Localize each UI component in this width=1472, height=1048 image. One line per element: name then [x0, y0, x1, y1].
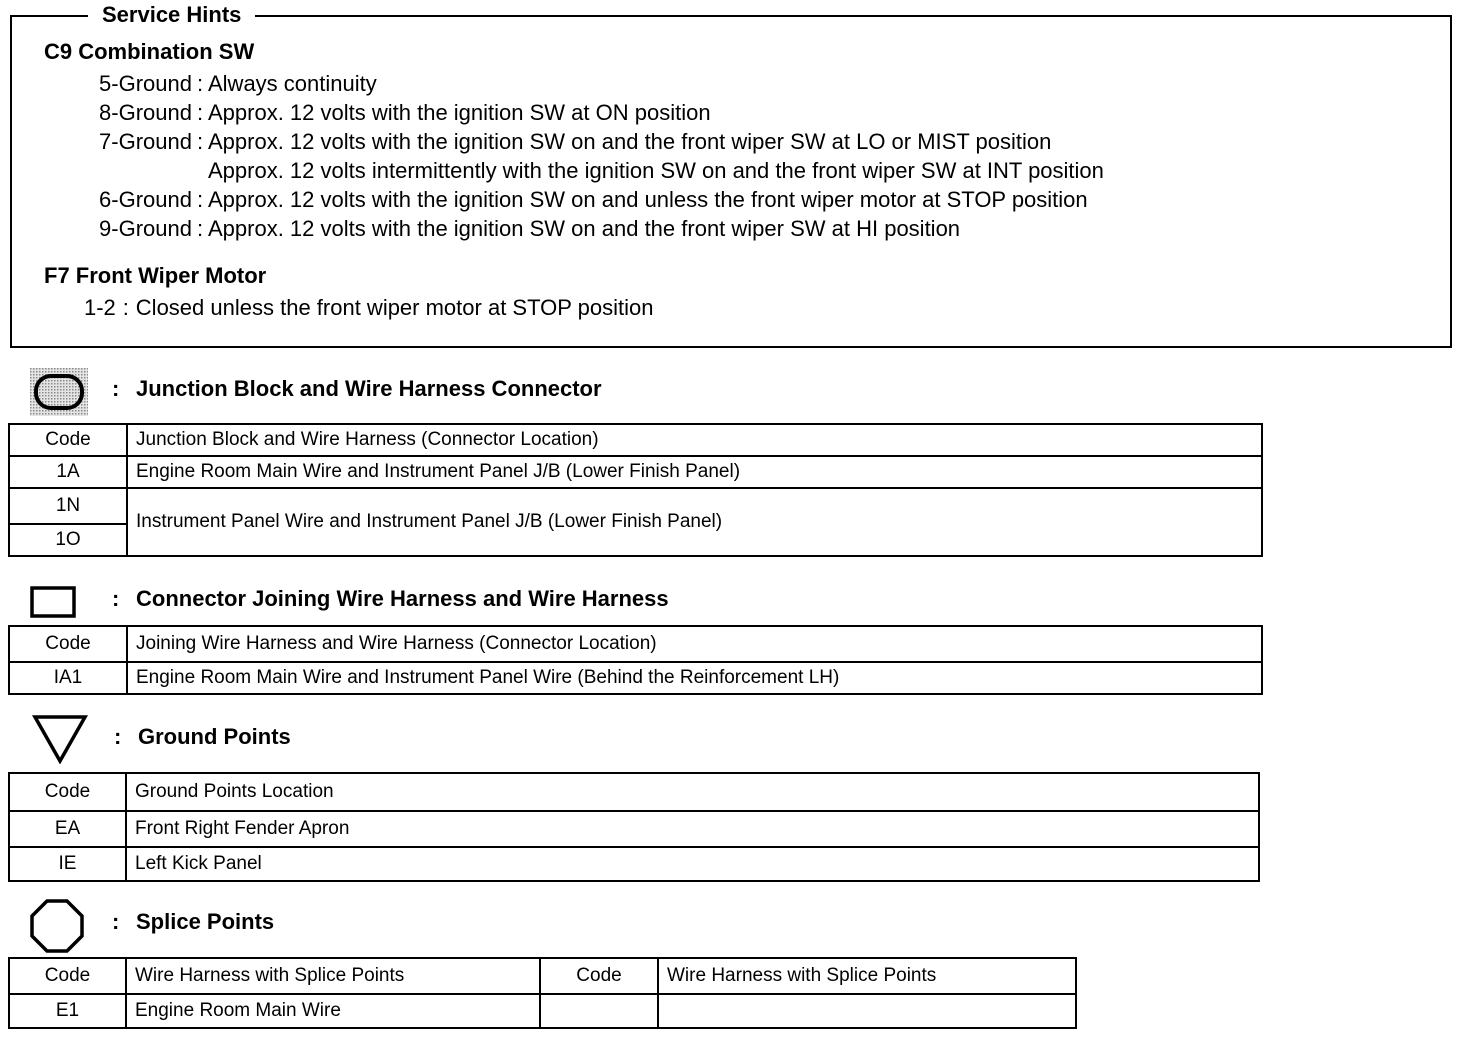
- row-code-2: [540, 994, 658, 1028]
- hint-sep: :: [196, 187, 204, 212]
- hint-line: [10, 187, 1104, 213]
- connector-joining-title: Connector Joining Wire Harness and Wire Harness: [136, 586, 669, 611]
- row-desc: Front Right Fender Apron: [126, 811, 1259, 847]
- table-row: [9, 456, 1262, 488]
- row-desc: Engine Room Main Wire: [126, 994, 540, 1028]
- connector-joining-table: [8, 625, 1263, 695]
- table-header-row: [9, 424, 1262, 456]
- row-desc-2: [658, 994, 1076, 1028]
- row-desc: Left Kick Panel: [126, 847, 1259, 881]
- hint-text: Approx. 12 volts with the ignition SW at ON position: [208, 100, 711, 125]
- header-location: Joining Wire Harness and Wire Harness (Connector Location): [127, 626, 1262, 662]
- table-row: [9, 488, 1262, 524]
- legend-colon: :: [114, 724, 122, 749]
- row-code: 1N: [9, 488, 127, 524]
- combination-sw-lines: [10, 71, 1104, 242]
- hint-label: 7-Ground: [99, 129, 192, 154]
- table-row: [9, 662, 1262, 694]
- hint-sep: :: [196, 216, 204, 241]
- row-desc: Engine Room Main Wire and Instrument Panel Wire (Behind the Reinforcement LH): [127, 662, 1262, 694]
- hint-line: [10, 216, 1104, 242]
- header-code-2: Code: [540, 958, 658, 994]
- row-desc: Instrument Panel Wire and Instrument Panel J/B (Lower Finish Panel): [127, 488, 1262, 556]
- hint-line: [10, 100, 1104, 126]
- junction-block-title: Junction Block and Wire Harness Connector: [136, 376, 602, 401]
- hint-text: Approx. 12 volts intermittently with the ignition SW on and the front wiper SW at INT position: [208, 158, 1104, 183]
- ground-points-title: Ground Points: [138, 724, 291, 749]
- splice-points-table: [8, 957, 1077, 1029]
- ground-triangle-icon: [32, 714, 88, 764]
- splice-points-title: Splice Points: [136, 909, 275, 934]
- row-desc: Engine Room Main Wire and Instrument Panel J/B (Lower Finish Panel): [127, 456, 1262, 488]
- hint-line: [10, 158, 1104, 184]
- header-location: Ground Points Location: [126, 773, 1259, 811]
- table-header-row: [9, 773, 1259, 811]
- table-row: [9, 994, 1076, 1028]
- legend-colon: :: [112, 909, 120, 934]
- section-heading-combination-sw: C9 Combination SW: [44, 39, 255, 64]
- splice-octagon-icon: [30, 899, 84, 953]
- row-code: 1A: [9, 456, 127, 488]
- hint-text: Closed unless the front wiper motor at STOP position: [135, 295, 654, 320]
- hint-text: Approx. 12 volts with the ignition SW on and the front wiper SW at LO or MIST position: [208, 129, 1052, 154]
- hint-label: 9-Ground: [99, 216, 192, 241]
- hint-text: Always continuity: [208, 71, 377, 96]
- header-splice-2: Wire Harness with Splice Points: [658, 958, 1076, 994]
- hint-label: 1-2: [84, 295, 116, 320]
- hint-line: [10, 129, 1104, 155]
- header-location: Junction Block and Wire Harness (Connector Location): [127, 424, 1262, 456]
- junction-block-connector-icon: [30, 368, 88, 416]
- header-code: Code: [9, 958, 126, 994]
- hint-text: Approx. 12 volts with the ignition SW on and the front wiper SW at HI position: [208, 216, 961, 241]
- hint-sep: :: [196, 71, 204, 96]
- connector-rectangle-icon: [30, 586, 76, 618]
- header-code: Code: [9, 424, 127, 456]
- table-row: [9, 847, 1259, 881]
- row-code: EA: [9, 811, 126, 847]
- row-code: IA1: [9, 662, 127, 694]
- hint-label: 6-Ground: [99, 187, 192, 212]
- header-code: Code: [9, 773, 126, 811]
- header-code: Code: [9, 626, 127, 662]
- row-code: IE: [9, 847, 126, 881]
- service-hints-title: Service Hints: [88, 2, 255, 28]
- section-heading-front-wiper-motor: F7 Front Wiper Motor: [44, 263, 267, 288]
- row-code: 1O: [9, 524, 127, 556]
- hint-text: Approx. 12 volts with the ignition SW on and unless the front wiper motor at STOP position: [208, 187, 1088, 212]
- header-splice: Wire Harness with Splice Points: [126, 958, 540, 994]
- legend-colon: :: [112, 586, 120, 611]
- hint-sep: :: [196, 100, 204, 125]
- hint-label: 5-Ground: [99, 71, 192, 96]
- hint-line: [10, 71, 1104, 97]
- hint-sep: :: [196, 129, 204, 154]
- junction-block-table: [8, 423, 1263, 557]
- hint-line: [84, 295, 653, 321]
- table-header-row: [9, 958, 1076, 994]
- ground-points-table: [8, 772, 1260, 882]
- table-header-row: [9, 626, 1262, 662]
- legend-colon: :: [112, 376, 120, 401]
- hint-sep: :: [122, 295, 129, 320]
- table-row: [9, 811, 1259, 847]
- hint-label: 8-Ground: [99, 100, 192, 125]
- row-code: E1: [9, 994, 126, 1028]
